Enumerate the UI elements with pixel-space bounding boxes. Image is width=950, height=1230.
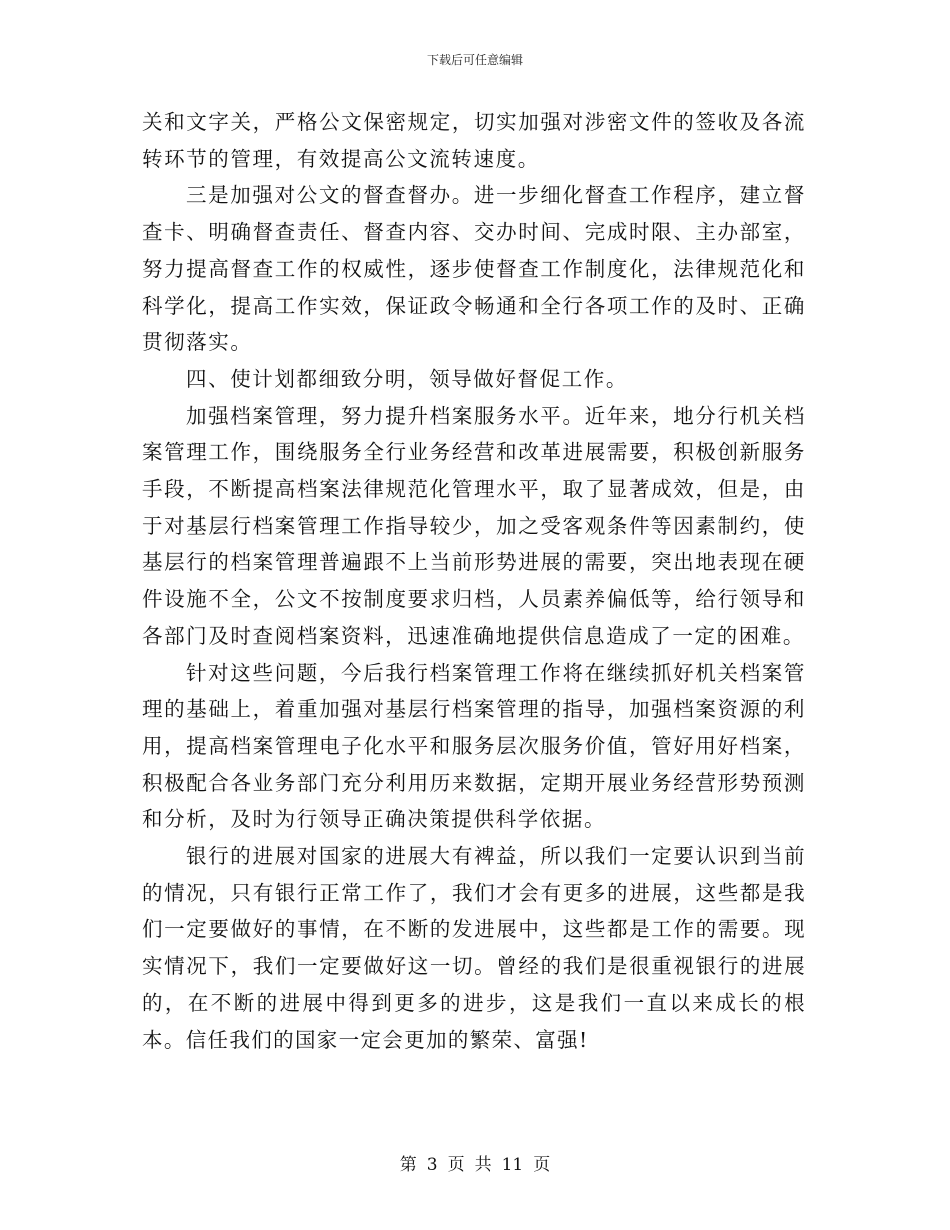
footer-label-total-unit: 页 xyxy=(533,1155,551,1175)
document-body xyxy=(142,104,806,1058)
footer-label-page: 第 xyxy=(399,1155,417,1175)
footer-total-pages: 11 xyxy=(501,1155,524,1175)
footer-label-page-unit: 页 xyxy=(447,1155,465,1175)
paragraph-conclusion: 银行的进展对国家的进展大有裨益，所以我们一定要认识到当前的情况，只有银行正常工作了，我们才会有更多的进展，这些都是我们一定要做好的事情，在不断的发进展中，这些都是工作的需要。现实情况下，我们一定要做好这一切。曾经的我们是很重视银行的进展的，在不断的进展中得到更多的进步，这是我们一直以来成长的根本。信任我们的国家一定会更加的繁荣、富强! xyxy=(142,844,806,1052)
page-header-note: 下载后可任意编辑 xyxy=(426,53,523,67)
paragraph-archive-management: 加强档案管理，努力提升档案服务水平。近年来，地分行机关档案管理工作，围绕服务全行业务经营和改革进展需要，积极创新服务手段，不断提高档案法律规范化管理水平，取了显著成效，但是，由于对基层行档案管理工作指导较少，加之受客观条件等因素制约，使基层行的档案管理普遍跟不上当前形势进展的需要，突出地表现在硬件设施不全，公文不按制度要求归档，人员素养偏低等，给行领导和各部门及时查阅档案资料，迅速准确地提供信息造成了一定的困难。 xyxy=(142,403,806,648)
paragraph-continuation: 关和文字关，严格公文保密规定，切实加强对涉密文件的签收及各流转环节的管理，有效提高公文流转速度。 xyxy=(142,110,806,171)
section-heading-four: 四、使计划都细致分明，领导做好督促工作。 xyxy=(186,366,628,391)
paragraph-supervision: 三是加强对公文的督查督办。进一步细化督查工作程序，建立督查卡、明确督查责任、督查内容、交办时间、完成时限、主办部室，努力提高督查工作的权威性，逐步使督查工作制度化，法律规范化和科学化，提高工作实效，保证政令畅通和全行各项工作的及时、正确贯彻落实。 xyxy=(142,183,806,355)
page-footer xyxy=(0,1154,950,1176)
footer-current-page: 3 xyxy=(426,1155,438,1175)
paragraph-archive-plan: 针对这些问题，今后我行档案管理工作将在继续抓好机关档案管理的基础上，着重加强对基层行档案管理的指导，加强档案资源的利用，提高档案管理电子化水平和服务层次服务价值，管好用好档案，积极配合各业务部门充分利用历来数据，定期开展业务经营形势预测和分析，及时为行领导正确决策提供科学依据。 xyxy=(142,660,806,832)
footer-label-total: 共 xyxy=(474,1155,492,1175)
